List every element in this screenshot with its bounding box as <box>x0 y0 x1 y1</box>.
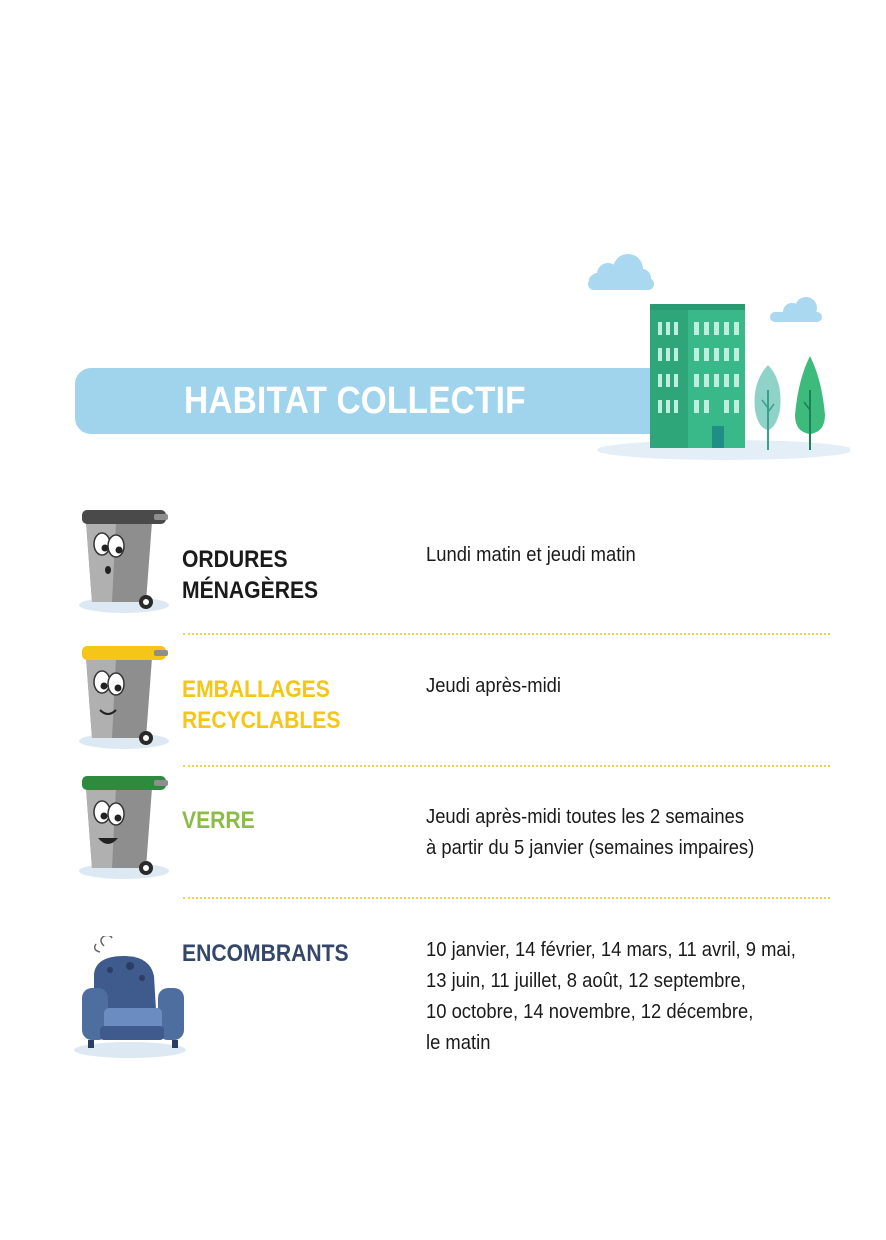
schedule-encombrants: 10 janvier, 14 février, 14 mars, 11 avril, 9 mai, 13 juin, 11 juillet, 8 août, 12 septembre, 10 octobre, 14 novembre, 12 décembre, le matin <box>426 939 796 1054</box>
yellow-bin-icon <box>74 636 174 752</box>
row-separator <box>183 765 830 767</box>
grey-bin-icon <box>74 500 174 616</box>
tree-icon <box>795 356 825 450</box>
tree-icon <box>755 365 781 450</box>
category-label-ordures: ORDURES MÉNAGÈRES <box>182 546 319 604</box>
city-scene <box>580 250 850 465</box>
schedule-emballages: Jeudi après-midi <box>426 675 561 697</box>
building-icon <box>650 304 745 448</box>
row-separator <box>183 897 830 899</box>
armchair-icon <box>70 936 190 1060</box>
page-title: HABITAT COLLECTIF <box>184 380 526 422</box>
category-label-emballages: EMBALLAGES RECYCLABLES <box>182 676 341 734</box>
category-label-verre: VERRE <box>182 807 255 834</box>
row-separator <box>183 633 830 635</box>
schedule-verre: Jeudi après-midi toutes les 2 semaines à partir du 5 janvier (semaines impaires) <box>426 806 755 859</box>
cloud-icon <box>770 297 822 322</box>
category-label-encombrants: ENCOMBRANTS <box>182 940 349 967</box>
schedule-ordures: Lundi matin et jeudi matin <box>426 544 636 566</box>
cloud-icon <box>588 254 654 290</box>
green-bin-icon <box>74 766 174 882</box>
